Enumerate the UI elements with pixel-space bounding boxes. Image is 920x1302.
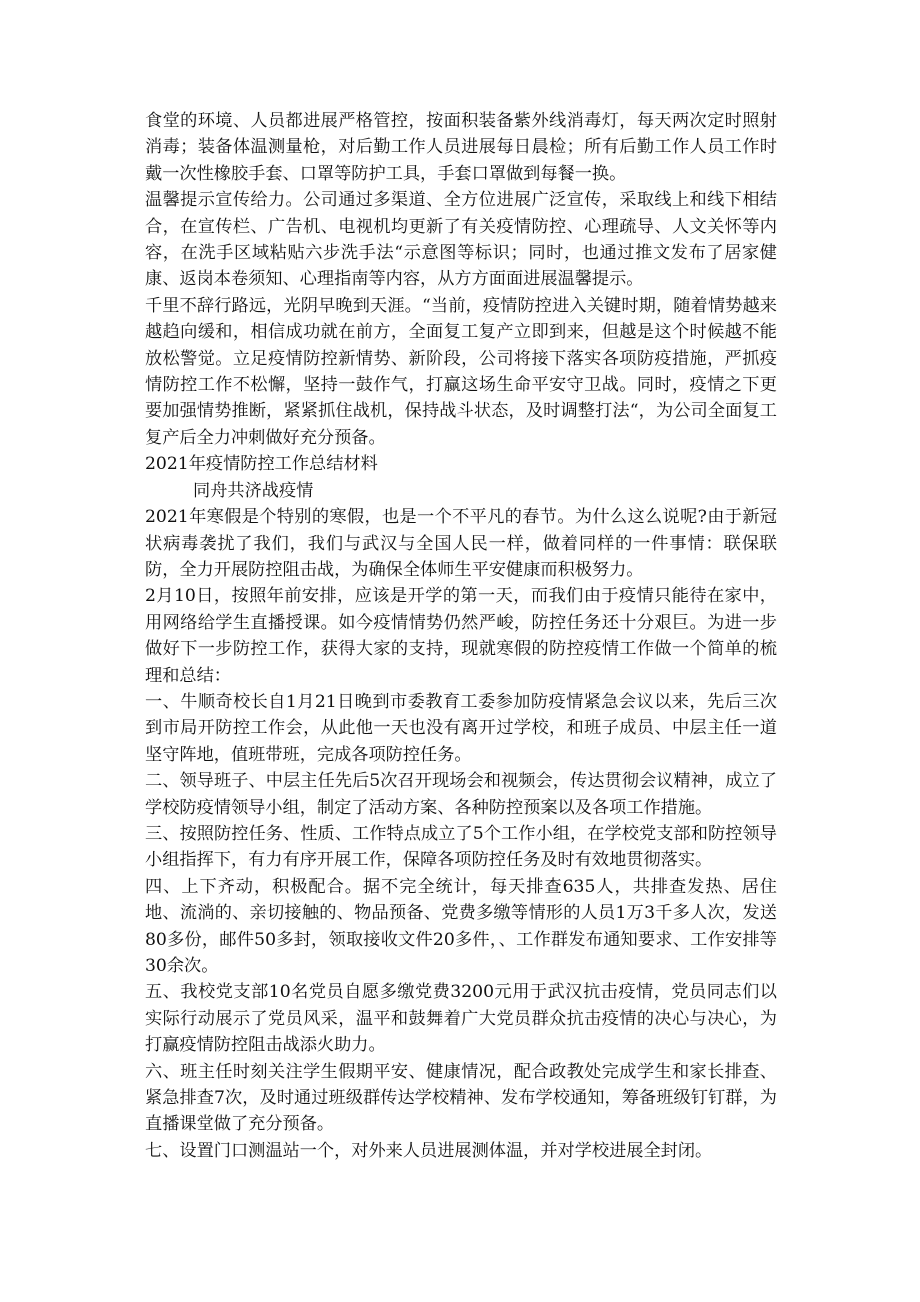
paragraph-winter-vacation: 2021年寒假是个特别的寒假，也是一个不平凡的春节。为什么这么说呢?由于新冠状病毒袭扰了我们，我们与武汉与全国人民一样，做着同样的一件事情：联保联防，全力开展防控阻击战，为确保全体师生平安健康而积极努力。 (145, 507, 777, 580)
document-title: 2021年疫情防控工作总结材料 (145, 454, 378, 475)
paragraph-key-period: 千里不辞行路远，光阴早晚到天涯。“当前，疫情防控进入关键时期，随着情势越来越趋向缓和，相信成功就在前方，全面复工复产立即到来，但越是这个时候越不能放松警觉。立足疫情防控新情势、新阶段，公司将接下落实各项防疫措施，严抓疫情防控工作不松懈，坚持一鼓作气，打赢这场生命平安守卫战。同时，疫情之下更要加强情势推断，紧紧抓住战机，保持战斗状态，及时调整打法“，为公司全面复工复产后全力冲刺做好充分预备。 (145, 295, 777, 448)
list-item-6: 六、班主任时刻关注学生假期平安、健康情况，配合政教处完成学生和家长排查、紧急排查7次，及时通过班级群传达学校精神、发布学校通知，筹备班级钉钉群，为直播课堂做了充分预备。 (145, 1061, 777, 1135)
paragraph-canteen-disinfection: 食堂的环境、人员都进展严格管控，按面积装备紫外线消毒灯，每天两次定时照射消毒；装备体温测量枪，对后勤工作人员进展每日晨检；所有后勤工作人员工作时戴一次性橡胶手套、口罩等防护工具，手套口罩做到每餐一换。 (145, 111, 777, 184)
list-item-4: 四、上下齐动，积极配合。据不完全统计，每天排查635人，共排查发热、居住地、流淌的、亲切接触的、物品预备、党费多缴等情形的人员1万3千多人次，发送80多份，邮件50多封，领取接收文件20多件，、工作群发布通知要求、工作安排等30余次。 (145, 876, 777, 976)
list-item-2: 二、领导班子、中层主任先后5次召开现场会和视频会，传达贯彻会议精神，成立了学校防疫情领导小组，制定了活动方案、各种防控预案以及各项工作措施。 (145, 771, 777, 818)
list-item-5: 五、我校党支部10名党员自愿多缴党费3200元用于武汉抗击疫情，党员同志们以实际行动展示了党员风采，温平和鼓舞着广大党员群众抗击疫情的决心与决心，为打赢疫情防控阻击战添火助力。 (145, 982, 777, 1056)
list-item-1: 一、牛顺奇校长自1月21日晚到市委教育工委参加防疫情紧急会议以来，先后三次到市局开防控工作会，从此他一天也没有离开过学校，和班子成员、中层主任一道坚守阵地，值班带班，完成各项防控任务。 (145, 691, 777, 765)
paragraph-feb-10: 2月10日，按照年前安排，应该是开学的第一天，而我们由于疫情只能待在家中，用网络给学生直播授课。如今疫情情势仍然严峻，防控任务还十分艰巨。为进一步做好下一步防控工作，获得大家的支持，现就寒假的防控疫情工作做一个简单的梳理和总结： (145, 586, 777, 686)
list-item-7: 七、设置门口测温站一个，对外来人员进展测体温，并对学校进展全封闭。 (145, 1140, 713, 1161)
list-item-3: 三、按照防控任务、性质、工作特点成立了5个工作小组，在学校党支部和防控领导小组指挥下，有力有序开展工作，保障各项防控任务及时有效地贯彻落实。 (145, 823, 777, 871)
paragraph-warm-tips-publicity: 温馨提示宣传给力。公司通过多渠道、全方位进展广泛宣传，采取线上和线下相结合，在宣传栏、广告机、电视机均更新了有关疫情防控、心理疏导、人文关怀等内容，在洗手区域粘贴六步洗手法“示意图等标识；同时，也通过推文发布了居家健康、返岗本卷须知、心理指南等内容，从方方面面进展温馨提示。 (145, 190, 777, 290)
document-subtitle: 同舟共济战疫情 (193, 480, 314, 501)
document-body (145, 108, 777, 1164)
